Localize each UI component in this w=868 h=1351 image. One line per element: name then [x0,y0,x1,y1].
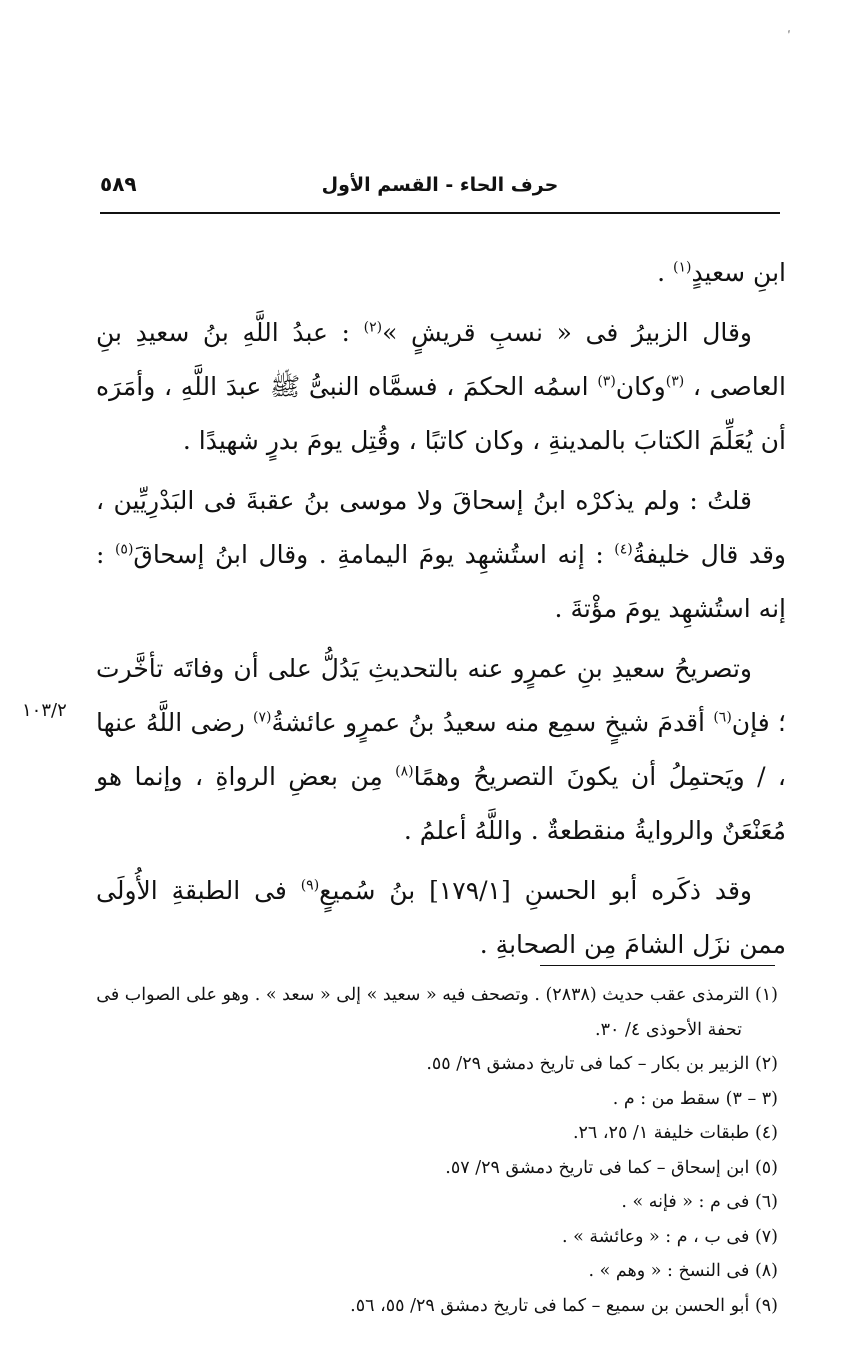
footnote-8 [96,1254,778,1289]
footnote-9 [96,1289,778,1324]
footnote-4 [96,1116,778,1151]
paragraph-2 [96,306,786,468]
footnote-ref-6: (٦) [713,709,732,726]
footnote-ref-7: (٧) [252,709,272,726]
footnote-text: فى النسخ : « وهم » . [588,1261,750,1281]
text-span: : إنه استُشهِد يومَ مؤْتةَ . [96,540,786,623]
footnotes [96,978,778,1323]
paragraph-4 [96,642,786,858]
footnote-ref-4: (٤) [614,541,633,558]
paragraph-1 [96,246,786,300]
paragraph-3 [96,474,786,636]
running-head [100,172,780,208]
text-span: وكان [615,372,666,401]
margin-page-reference: ١٠٣/٢ [22,700,67,721]
footnote-number: (٣ – ٣) [725,1088,778,1109]
text-span: : عبدُ اللَّهِ بنُ سعيدِ بنِ العاصى ، [96,318,786,401]
footnote-number: (٢) [754,1054,778,1074]
footnote-number: (٩) [754,1295,778,1316]
footnote-text: الترمذى عقب حديث (٢٨٣٨) . وتصحف فيه « سعيد » إلى « سعد » . وهو على الصواب فى [96,985,750,1005]
footnote-number: (٧) [754,1226,778,1247]
text-span: رضى اللَّهُ عنها ، / ويَحتمِلُ أن يكونَ التصريحُ وهمًا [96,708,786,791]
footnote-ref-3-close: (٣) [597,373,616,390]
text-span: اسمُه الحكمَ ، فسمَّاه النبىُّ ﷺ عبدَ اللَّهِ ، وأمَرَه أن يُعَلِّمَ الكتابَ بالمدينةِ ، وكان كاتبًا ، وقُتِل يومَ بدرٍ شهيدًا . [96,372,786,455]
text-span: وقد ذكَره أبو الحسنِ [١٧٩/١] بنُ سُميعٍ [319,876,753,905]
text-span: وقال الزبيرُ فى « نسبِ قريشٍ » [382,318,752,347]
footnote-ref-9: (٩) [300,877,320,894]
footnote-1-continued: تحفة الأحوذى ٤/ ٣٠. [595,1019,742,1040]
footnote-2 [96,1047,778,1082]
footnote-ref-1: (١) [672,259,692,276]
footnote-3 [96,1082,778,1117]
footnote-number: (١) [754,985,778,1005]
footnote-number: (٥) [754,1157,778,1178]
footnote-ref-2: (٢) [363,319,383,336]
footnote-ref-8: (٨) [395,763,414,780]
footnote-number: (٦) [754,1192,778,1212]
footnote-text: سقط من : م . [612,1088,721,1109]
footnote-text: فى م : « فإنه » . [621,1192,750,1212]
footnote-text: ابن إسحاق – كما فى تاريخ دمشق ٢٩/ ٥٧. [445,1157,750,1178]
footnote-6 [96,1185,778,1220]
text-span: مِن بعضِ الرواةِ ، وإنما هو مُعَنْعَنٌ والروايةُ منقطعةٌ . واللَّهُ أعلمُ . [96,762,786,845]
text-span: وتصريحُ سعيدِ بنِ عمرٍو عنه بالتحديثِ يَدُلُّ على أن وفاتَه تأخَّرت ؛ فإن [96,654,786,737]
footnote-text: طبقات خليفة ١/ ٢٥، ٢٦. [572,1123,750,1143]
footnote-number: (٤) [754,1123,778,1143]
footnote-text: الزبير بن بكار – كما فى تاريخ دمشق ٢٩/ ٥٥. [426,1054,750,1074]
footnote-ref-5: (٥) [114,541,134,558]
footnote-5 [96,1151,778,1186]
text-span: . [657,258,673,287]
page-number: ٥٨٩ [100,172,137,196]
running-title: حرف الحاء - القسم الأول [321,174,559,196]
main-text [96,246,786,978]
footnote-ref-3-open: (٣) [665,373,685,390]
scan-mark: ′ [786,28,797,44]
text-span: : إنه استُشهِد يومَ اليمامةِ . وقال ابنُ إسحاقَ [133,540,615,569]
footnote-7 [96,1220,778,1255]
footnote-1 [96,978,778,1013]
header-rule [100,212,780,214]
text-span: فى الطبقةِ الأُولَى ممن نزَل الشامَ مِن الصحابةِ . [96,876,786,959]
text-span: قلتُ : ولم يذكرْه ابنُ إسحاقَ ولا موسى بنُ عقبةَ فى البَدْرِيِّين ، وقد قال خليفةُ [96,486,786,569]
text-span: أقدمَ شيخٍ سمِع منه سعيدُ بنُ عمرٍو عائشةُ [271,708,714,737]
footnote-rule [540,965,775,966]
footnote-text: أبو الحسن بن سميع – كما فى تاريخ دمشق ٢٩/ ٥٥، ٥٦. [350,1295,750,1316]
text-span: ابنِ سعيدٍ [691,258,786,287]
paragraph-5 [96,864,786,972]
footnote-text: فى ب ، م : « وعائشة » . [561,1226,750,1247]
footnote-number: (٨) [754,1261,778,1281]
